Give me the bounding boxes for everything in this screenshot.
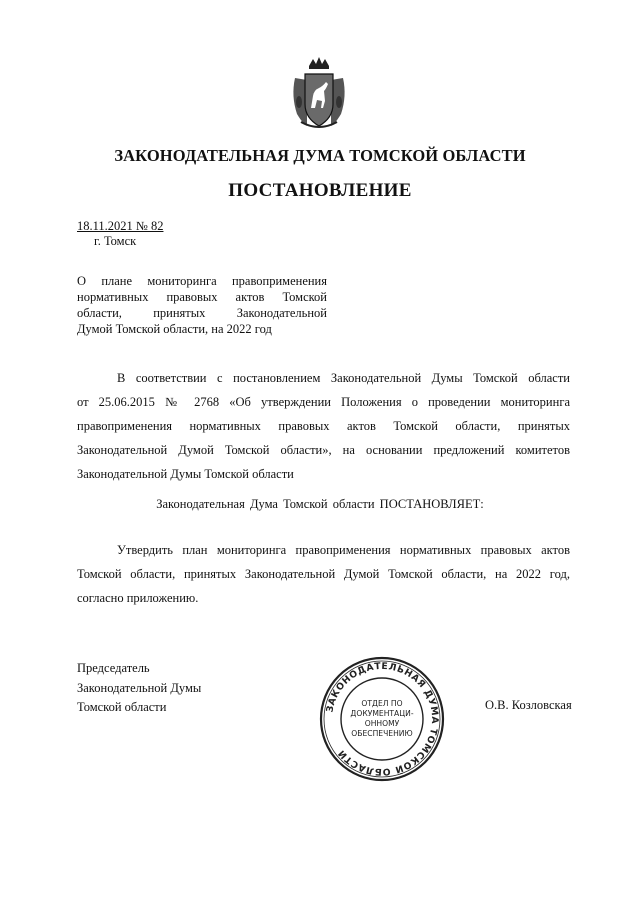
signatory-position-line: Законодательной Думы (77, 680, 202, 695)
svg-text:ДОКУМЕНТАЦИ-: ДОКУМЕНТАЦИ- (350, 709, 414, 718)
resolution-paragraph (77, 538, 570, 610)
document-type-title: ПОСТАНОВЛЕНИЕ (228, 180, 412, 201)
signatory-position-line: Председатель (77, 661, 150, 675)
svg-text:ОННОМУ: ОННОМУ (364, 719, 400, 728)
svg-text:ЗАКОНОДАТЕЛЬНАЯ ДУМА ТОМСКОЙ О: ЗАКОНОДАТЕЛЬНАЯ ДУМА ТОМСКОЙ ОБЛАСТИ (324, 660, 441, 778)
decree-phrase: Законодательная Дума Томской области ПОСТАНОВЛЯЕТ: (156, 497, 484, 511)
subject-line: Думой Томской области, на 2022 год (77, 322, 272, 336)
registration-date-number: 18.11.2021 № 82 (77, 219, 164, 233)
subject-line: О плане мониторинга правоприменения (77, 274, 327, 288)
preamble-line: В соответствии с постановлением Законодательной Думы Томской области (117, 371, 570, 385)
resolution-line: Утвердить план мониторинга правоприменения нормативных правовых актов (117, 543, 570, 557)
preamble-paragraph (77, 366, 570, 486)
subject-line: области, принятых Законодательной (77, 306, 327, 320)
resolution-line: Томской области, принятых Законодательной Думой Томской области, на 2022 год, (77, 567, 570, 581)
coat-of-arms-emblem (287, 56, 351, 132)
signatory-position (77, 659, 201, 718)
organization-title: ЗАКОНОДАТЕЛЬНАЯ ДУМА ТОМСКОЙ ОБЛАСТИ (114, 146, 526, 165)
signatory-name: О.В. Козловская (485, 698, 572, 712)
svg-text:ОБЕСПЕЧЕНИЮ: ОБЕСПЕЧЕНИЮ (351, 729, 413, 738)
official-stamp (318, 655, 446, 783)
preamble-line: от 25.06.2015 № 2768 «Об утверждении Положения о проведении мониторинга (77, 395, 570, 409)
svg-text:ОТДЕЛ ПО: ОТДЕЛ ПО (361, 699, 403, 708)
preamble-line: Законодательной Думы Томской области (77, 467, 294, 481)
signatory-position-line: Томской области (77, 700, 167, 714)
document-subject (77, 273, 327, 337)
subject-line: нормативных правовых актов Томской (77, 290, 327, 304)
preamble-line: Законодательной Думой Томской области», на основании предложений комитетов (77, 443, 570, 457)
preamble-line: правоприменения нормативных правовых актов Томской области, принятых (77, 419, 570, 433)
registration-city: г. Томск (94, 234, 137, 248)
resolution-line: согласно приложению. (77, 591, 199, 605)
